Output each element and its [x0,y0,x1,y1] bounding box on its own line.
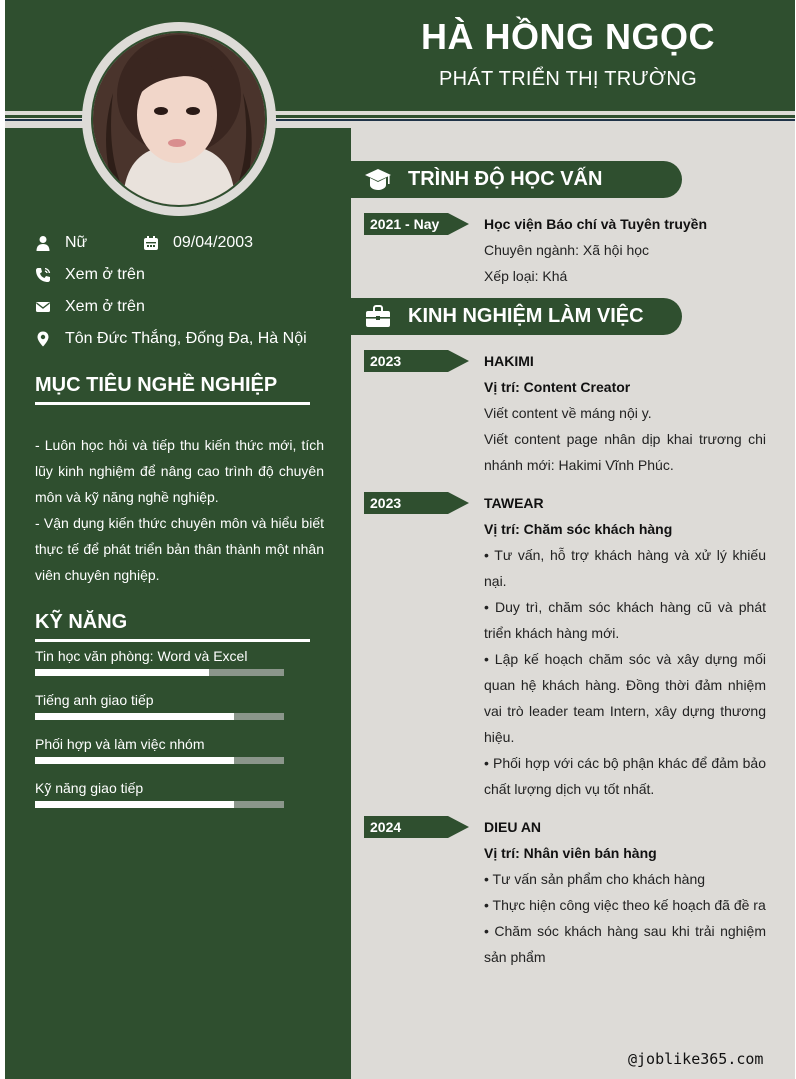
position-title: Vị trí: Chăm sóc khách hàng [484,521,673,537]
company-name: HAKIMI [484,353,534,369]
education-detail: Chuyên ngành: Xã hội học [484,242,650,258]
position-title: Vị trí: Nhân viên bán hàng [484,845,657,861]
position-title: Vị trí: Content Creator [484,379,631,395]
objective-title: MỤC TIÊU NGHỀ NGHIỆP [35,374,278,396]
skill-bar-fill [35,801,234,808]
experience-header [351,298,682,335]
experience-detail: • Tư vấn sản phẩm cho khách hàng [484,871,706,887]
skill-label: Kỹ năng giao tiếp [35,780,144,796]
experience-detail: • Chăm sóc khách hàng sau khi trải nghiệm sản phẩm [484,923,766,965]
candidate-name: HÀ HỒNG NGỌC [421,16,715,57]
skill-label: Tiếng anh giao tiếp [35,692,154,708]
education-detail: Xếp loại: Khá [484,268,568,284]
skill-label: Phối hợp và làm việc nhóm [35,736,205,752]
email-row [35,298,145,316]
objective-paragraph: - Luôn học hỏi và tiếp thu kiến thức mới, tích lũy kinh nghiệm để nâng cao trình độ chuyên môn và kỹ năng nghề nghiệp. [35,437,324,505]
gender-row [35,234,87,252]
experience-detail: Viết content page nhân dịp khai trương chi nhánh mới: Hakimi Vĩnh Phúc. [484,431,766,473]
period-tag [364,213,469,235]
avatar [91,31,267,207]
school-name: Học viện Báo chí và Tuyên truyền [484,216,708,232]
skill-bar [35,713,284,720]
education-title: TRÌNH ĐỘ HỌC VẤN [408,168,603,190]
year-tag [364,492,469,514]
experience-entry [484,492,766,802]
company-name: TAWEAR [484,495,544,511]
skill-bar [35,801,284,808]
experience-title: KINH NGHIỆM LÀM VIỆC [408,305,644,327]
candidate-role: PHÁT TRIỂN THỊ TRƯỜNG [439,68,697,90]
footer-watermark: @joblike365.com [628,1050,764,1068]
year-text: 2023 [370,495,402,511]
experience-detail: • Phối hợp với các bộ phận khác để đảm bảo chất lượng dịch vụ tốt nhất. [484,755,766,797]
skill-bar [35,757,284,764]
skill-bar [35,669,284,676]
year-text: 2024 [370,819,402,835]
person-icon [35,235,51,251]
experience-detail: • Duy trì, chăm sóc khách hàng cũ và phát triển khách hàng mới. [484,599,766,641]
address-row [35,330,307,348]
resume-page [5,0,795,1079]
skills-rule [35,639,310,642]
company-name: DIEU AN [484,819,542,835]
skills-title: KỸ NĂNG [35,611,128,633]
address-text: Tôn Đức Thắng, Đống Đa, Hà Nội [65,330,307,347]
skill-bar-fill [35,713,234,720]
briefcase-icon [364,304,392,330]
envelope-icon [35,299,51,315]
skill-bar-fill [35,757,234,764]
experience-detail: • Lập kế hoạch chăm sóc và xây dựng mối quan hệ khách hàng. Đồng thời đảm nhiệm vai trò leader team Intern, xây dựng thương hiệu. [484,651,766,745]
phone-text: Xem ở trên [65,266,145,283]
email-text: Xem ở trên [65,298,145,315]
education-header [351,161,682,198]
experience-detail: • Tư vấn, hỗ trợ khách hàng và xử lý khiếu nại. [484,547,766,589]
location-pin-icon [35,331,51,347]
experience-entry [484,350,766,478]
objective-text [35,432,324,588]
phone-icon [35,267,51,283]
period-text: 2021 - Nay [370,216,440,232]
experience-detail: Viết content về máng nội y. [484,405,652,421]
skill-bar-fill [35,669,209,676]
objective-paragraph: - Vận dụng kiến thức chuyên môn và hiểu biết thực tế để phát triển bản thân thành một nhân viên chuyên nghiệp. [35,515,324,583]
experience-entry [484,816,766,970]
year-text: 2023 [370,353,402,369]
objective-rule [35,402,310,405]
birthday-text: 09/04/2003 [173,234,254,251]
graduation-cap-icon [364,167,392,193]
birthday-row [143,234,253,252]
year-tag [364,350,469,372]
year-tag [364,816,469,838]
calendar-icon [143,235,159,251]
avatar-photo [93,33,265,205]
education-entry [484,213,766,289]
phone-row [35,266,145,284]
gender-text: Nữ [65,234,88,251]
skill-label: Tin học văn phòng: Word và Excel [35,648,248,664]
experience-detail: • Thực hiện công việc theo kế hoạch đã đề ra [484,897,766,913]
